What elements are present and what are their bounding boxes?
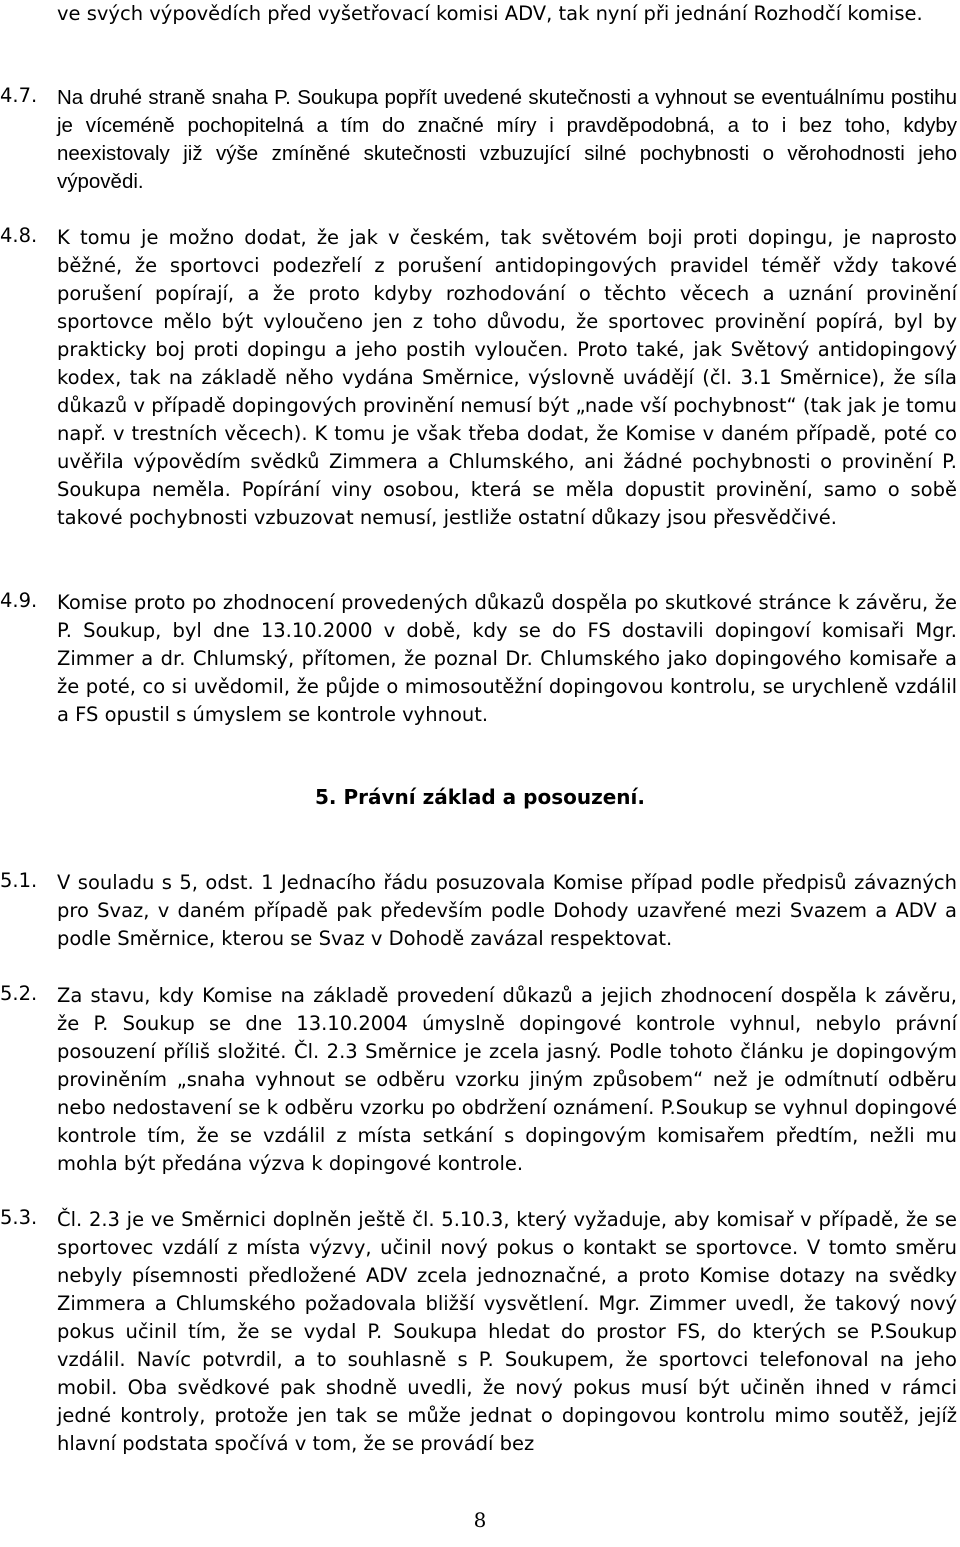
paragraph-5-3 <box>0 1206 957 1458</box>
paragraph-number: 4.8. <box>0 224 38 247</box>
paragraph-number: 5.3. <box>0 1206 38 1229</box>
section-heading: 5. Právní základ a posouzení. <box>315 785 645 809</box>
paragraph-4-9 <box>0 589 957 729</box>
paragraph-4-8 <box>0 224 957 532</box>
paragraph-text: Na druhé straně snaha P. Soukupa popřít uvedené skutečnosti a vyhnout se eventuálnímu postihu je víceméně pochopitelná a tím do značné míry i pravděpodobná, a to i bez toho, kdyby neexistovaly již výše zmíněné skutečnosti vzbuzující silné pochybnosti o věrohodnosti jeho výpovědi. <box>57 86 957 193</box>
paragraph-text: Za stavu, kdy Komise na základě provedení důkazů a jejich zhodnocení dospěla k závěru, že P. Soukup se dne 13.10.2004 úmyslně dopingové kontrole vyhnul, nebylo právní posouzení příliš složité. Čl. 2.3 Směrnice je zcela jasný. Podle tohoto článku je dopingovým proviněním „snaha vyhnout se odběru vzorku jiným způsobem“ než je odmítnutí odběru nebo nedostavení se k odběru vzorku po obdržení oznámení. P.Soukup se vyhnul dopingové kontrole tím, že se vzdálil z místa setkání s dopingovým komisařem předtím, nežli mu mohla být předána výzva k dopingové kontrole. <box>57 984 957 1175</box>
paragraph-number: 5.1. <box>0 869 38 892</box>
paragraph-number: 4.9. <box>0 589 38 612</box>
paragraph-text: Čl. 2.3 je ve Směrnici doplněn ještě čl. 5.10.3, který vyžaduje, aby komisař v případě, že se sportovec vzdálí z místa výzvy, učinil nový pokus o kontakt se sportovce. V tomto směru nebyly písemnosti předložené ADV zcela jednoznačné, a proto Komise dotazy na svědky Zimmera a Chlumského požadovala bližší vysvětlení. Mgr. Zimmer uvedl, že takový nový pokus učinil tím, že se vydal P. Soukupa hledat do prostor FS, do kterých se P.Soukup vzdálil. Navíc potvrdil, a to souhlasně s P. Soukupem, že sportovci telefonoval na jeho mobil. Oba svědkové pak shodně uvedli, že nový pokus musí být učiněn ihned v rámci jedné kontroly, protože jen tak se může jednat o dopingovou kontrolu mimo soutěž, jejíž hlavní podstata spočívá v tom, že se provádí bez <box>57 1208 957 1455</box>
paragraph-text: Komise proto po zhodnocení provedených důkazů dospěla po skutkové stránce k závěru, že P. Soukup, byl dne 13.10.2000 v době, kdy se do FS dostavili dopingoví komisaři Mgr. Zimmer a dr. Chlumský, přítomen, že poznal Dr. Chlumského jako dopingového komisaře a že poté, co si uvědomil, že půjde o mimosoutěžní dopingovou kontrolu, se urychleně vzdálil a FS opustil s úmyslem se kontrole vyhnout. <box>57 591 957 726</box>
paragraph-text: ve svých výpovědích před vyšetřovací komisi ADV, tak nyní při jednání Rozhodčí komise. <box>57 2 923 25</box>
paragraph-continuation <box>0 0 957 28</box>
paragraph-5-1 <box>0 869 957 953</box>
paragraph-text: K tomu je možno dodat, že jak v českém, tak světovém boji proti dopingu, je naprosto běžné, že sportovci podezřelí z porušení antidopingových pravidel téměř vždy takové porušení popírají, a že proto kdyby rozhodování o těchto věcech a uznání provinění sportovce mělo být vyloučeno jen z toho důvodu, že sportovec provinění popírá, byl by prakticky boj proti dopingu a jeho postih vyloučen. Proto také, jak Světový antidopingový kodex, tak na základě něho vydána Směrnice, výslovně uvádějí (čl. 3.1 Směrnice), že síla důkazů v případě dopingových provinění nemusí být „nade vší pochybnost“ (tak jak je tomu např. v trestních věcech). K tomu je však třeba dodat, že Komise v daném případě, poté co uvěřila výpovědím svědků Zimmera a Chlumského, ani žádné pochybnosti o provinění P. Soukupa neměla. Popírání viny osobou, která se měla dopustit provinění, samo o sobě takové pochybnosti vzbuzovat nemusí, jestliže ostatní důkazy jsou přesvědčivé. <box>57 226 957 529</box>
page-number: 8 <box>473 1508 487 1532</box>
paragraph-number: 4.7. <box>0 84 38 107</box>
paragraph-4-7 <box>0 84 957 196</box>
paragraph-5-2 <box>0 982 957 1178</box>
paragraph-text: V souladu s 5, odst. 1 Jednacího řádu posuzovala Komise případ podle předpisů závazných pro Svaz, v daném případě pak především podle Dohody uzavřené mezi Svazem a ADV a podle Směrnice, kterou se Svaz v Dohodě zavázal respektovat. <box>57 871 957 950</box>
paragraph-number: 5.2. <box>0 982 38 1005</box>
